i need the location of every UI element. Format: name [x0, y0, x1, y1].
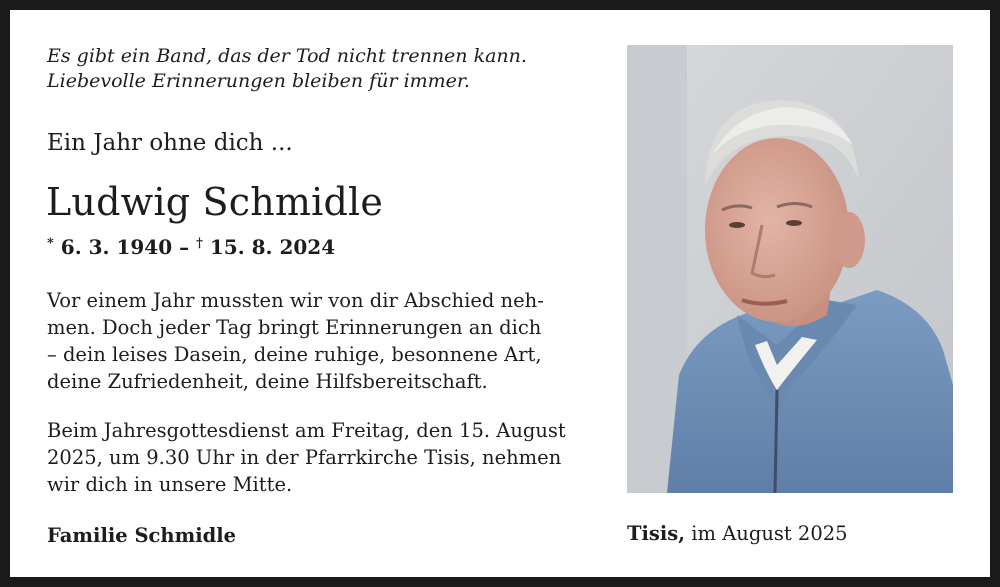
paragraph-line: deine Zufriedenheit, deine Hilfsbereitschaft. — [47, 370, 488, 393]
place-and-date — [627, 520, 848, 547]
subtitle: Ein Jahr ohne dich ... — [47, 130, 293, 156]
paragraph-line: Vor einem Jahr mussten wir von dir Abschied neh- — [47, 289, 544, 312]
life-dates — [47, 231, 335, 260]
paragraph-line: men. Doch jeder Tag bringt Erinnerungen an dich — [47, 316, 542, 339]
birth-symbol: * — [47, 236, 54, 251]
quote-line-2: Liebevolle Erinnerungen bleiben für immer. — [47, 70, 470, 92]
place-town: Tisis, — [627, 522, 686, 545]
quote-line-1: Es gibt ein Band, das der Tod nicht trennen kann. — [47, 45, 527, 67]
memorial-quote — [47, 44, 607, 94]
portrait-photo-icon — [627, 45, 953, 493]
family-signature: Familie Schmidle — [47, 524, 237, 547]
date-separator: – — [172, 235, 197, 259]
portrait-photo — [627, 45, 953, 493]
service-paragraph — [47, 417, 607, 498]
paragraph-line: – dein leises Dasein, deine ruhige, besonnene Art, — [47, 343, 542, 366]
paragraph-line: 2025, um 9.30 Uhr in der Pfarrkirche Tisis, nehmen — [47, 446, 562, 469]
deceased-name: Ludwig Schmidle — [46, 180, 384, 224]
death-date: 15. 8. 2024 — [209, 235, 336, 259]
memorial-paragraph — [47, 287, 607, 395]
paragraph-line: Beim Jahresgottesdienst am Freitag, den 15. August — [47, 419, 566, 442]
birth-date: 6. 3. 1940 — [60, 235, 173, 259]
paragraph-line: wir dich in unsere Mitte. — [47, 473, 293, 496]
obituary-card — [10, 10, 990, 577]
death-symbol: † — [196, 236, 203, 251]
place-date: im August 2025 — [685, 522, 848, 545]
